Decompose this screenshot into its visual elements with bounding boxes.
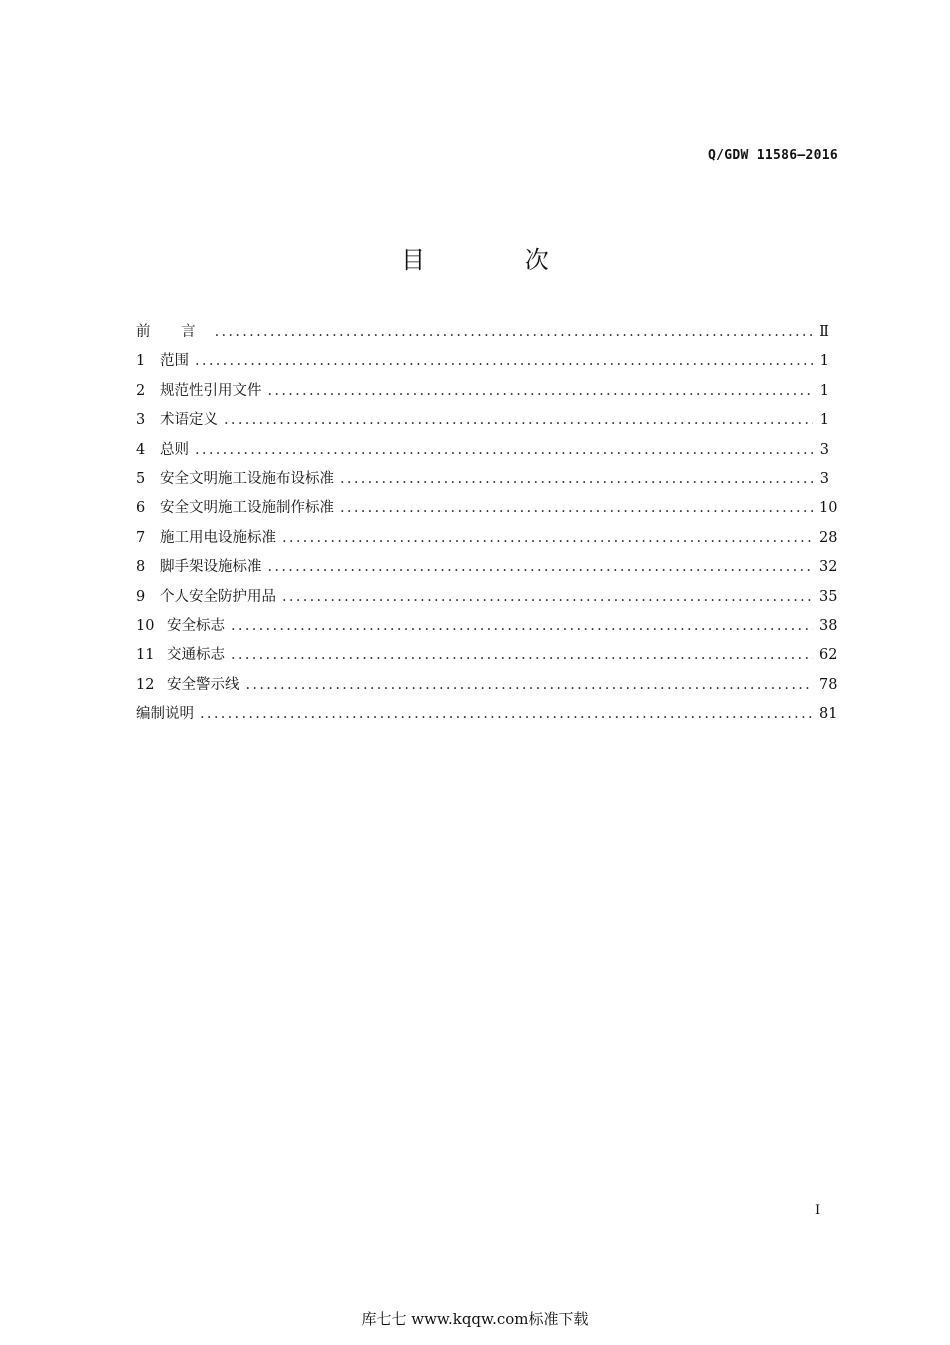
toc-entry-page: 10 [819,500,838,517]
toc-entry[interactable] [136,347,829,376]
toc-entry-page: 1 [819,353,829,370]
toc-entry[interactable] [136,377,829,406]
toc-leader-dots [231,641,813,670]
toc-leader-dots [268,553,814,582]
toc-entry-text: 规范性引用文件 [160,382,262,399]
toc-entry-page: 81 [819,706,838,723]
toc-entry-page: 32 [819,559,838,576]
toc-entry-number: 6 [136,500,146,517]
toc-entry-page: 38 [819,617,838,634]
toc-entry-text: 安全文明施工设施制作标准 [160,500,334,517]
toc-entry-text: 安全警示线 [167,676,240,693]
toc-entry-text: 编制说明 [136,706,194,723]
toc-entry-number: 10 [136,617,155,634]
toc-leader-dots [282,583,813,612]
toc-entry-page: Ⅱ [819,324,829,340]
toc-leader-dots [224,406,813,435]
toc-entry-page: 3 [819,441,829,458]
footer-watermark: 库七七 www.kqqw.com标准下载 [361,1310,589,1328]
page-number: I [815,1203,821,1218]
toc-entry[interactable] [136,524,838,553]
toc-entry[interactable] [136,641,838,670]
toc-entry-text: 术语定义 [160,412,218,429]
toc-leader-dots [246,671,814,700]
toc-leader-dots [215,318,813,347]
toc-leader-dots [268,377,814,406]
toc-entry-number: 3 [136,412,146,429]
toc-entry-page: 3 [819,470,829,487]
toc-leader-dots [200,700,813,729]
toc-entry[interactable] [136,612,838,641]
toc-entry-page: 28 [819,529,838,546]
toc-entry[interactable] [136,553,838,582]
toc-entry-text: 范围 [160,353,189,370]
toc-entry[interactable] [136,583,838,612]
toc-leader-dots [340,465,813,494]
toc-entry[interactable] [136,671,838,700]
toc-entry-text: 安全文明施工设施布设标准 [160,470,334,487]
toc-leader-dots [282,524,813,553]
toc-entry-number: 1 [136,353,146,370]
toc-leader-dots [195,436,813,465]
toc-entry-page: 62 [819,647,838,664]
toc-entry[interactable] [136,465,829,494]
toc-leader-dots [195,347,813,376]
toc-entry-number: 9 [136,588,146,605]
toc-entry-text: 脚手架设施标准 [160,559,262,576]
toc-leader-dots [340,494,813,523]
toc-entry-page: 1 [819,382,829,399]
toc-entry-page: 35 [819,588,838,605]
toc-entry-number: 2 [136,382,146,399]
toc-entry[interactable] [136,494,838,523]
toc-entry-text: 总则 [160,441,189,458]
toc-entry[interactable] [136,700,838,729]
toc-entry-number: 4 [136,441,146,458]
toc-entry-text: 交通标志 [167,647,225,664]
toc-leader-dots [231,612,813,641]
toc-entry-number: 8 [136,559,146,576]
toc-entry[interactable] [136,436,829,465]
toc-entry-text: 前 言 [136,324,209,340]
toc-entry[interactable] [136,318,829,347]
table-of-contents [136,318,838,729]
toc-title: 目 次 [401,246,595,274]
toc-entry-text: 施工用电设施标准 [160,529,276,546]
toc-entry-page: 1 [819,412,829,429]
toc-entry-number: 12 [136,676,155,693]
toc-entry[interactable] [136,406,829,435]
document-code: Q/GDW 11586—2016 [707,148,838,163]
toc-entry-number: 5 [136,470,146,487]
toc-entry-number: 7 [136,529,146,546]
toc-entry-text: 安全标志 [167,617,225,634]
toc-entry-text: 个人安全防护用品 [160,588,276,605]
toc-entry-number: 11 [136,647,155,664]
toc-entry-page: 78 [819,676,838,693]
